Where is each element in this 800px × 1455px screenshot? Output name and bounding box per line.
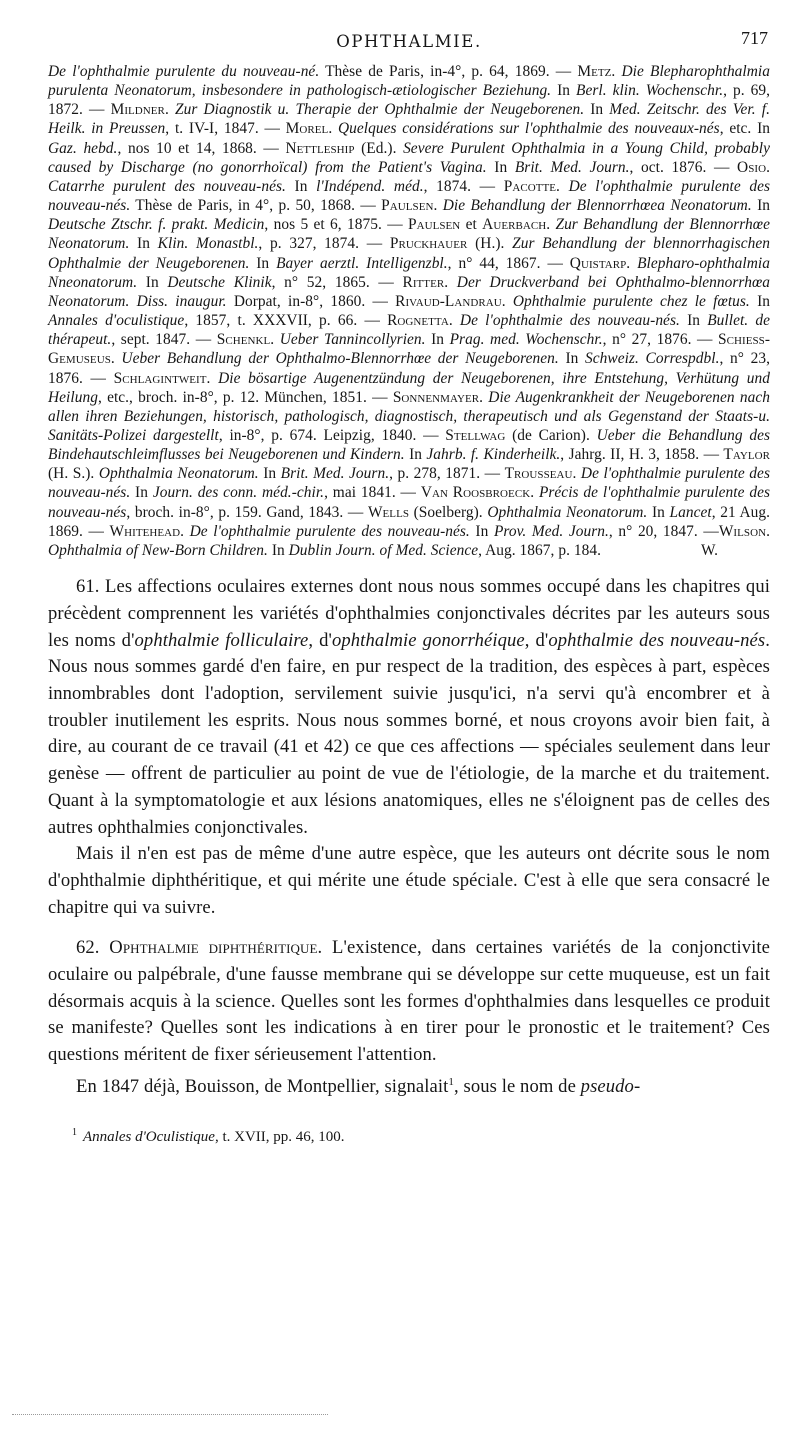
bibliography-author-name: Quistarp — [569, 254, 627, 272]
bibliography-text: . — [572, 465, 581, 483]
bibliography-italic-text: Ueber die Behandlung des Bindehautschleimflusses bei Neugeborenen und Kindern. — [48, 426, 771, 464]
bibliography-text: . — [766, 522, 770, 540]
bibliography-italic-text: Catarrhe purulent des nouveau-nés. — [48, 177, 286, 195]
bibliography-italic-text: Ophthalmia of New-Born Children. — [48, 541, 268, 559]
bibliography-author-name: Mildner — [110, 101, 165, 119]
paragraph-62b-text: En 1847 déjà, Bouisson, de Montpellier, signalait — [76, 1076, 449, 1098]
bibliography-italic-text: Blepharo-ophthalmia Nneonatorum. — [48, 254, 770, 291]
paragraph-61-text: , d' — [524, 629, 549, 651]
bibliography-text: et — [460, 216, 483, 234]
bibliography-text: , 1857, t. XXXVII, p. 66. — — [184, 312, 388, 330]
bibliography-italic-text: Ophthalmia Neonatorum. — [98, 465, 259, 483]
bibliography-text: . — [444, 273, 457, 291]
paragraph-61-text: 61. Les affections oculaires externes dont nous nous sommes occupé dans les chapitres qui précèdent comprennent les variétés d'ophthalmies conjonctivales décrites par les auteurs sous les noms d' — [48, 576, 770, 651]
bibliography-text: (Soelberg). — [409, 503, 488, 521]
bibliography-text: In — [285, 177, 317, 195]
bibliography-author-name: Morel — [285, 120, 329, 138]
bibliography-text: In — [558, 350, 586, 368]
bibliography-author-name: Paulsen — [407, 216, 461, 234]
bibliography-signature: W. — [700, 542, 718, 560]
bibliography-author-name: Pacotte — [503, 177, 557, 195]
paragraph-61-text: , d' — [308, 629, 332, 651]
bottom-dotted-rule — [12, 1414, 328, 1415]
bibliography-text: In — [249, 254, 277, 272]
bibliography-text: , p. 69, 1872. — — [48, 82, 770, 119]
bibliography-text: . — [180, 522, 190, 540]
bibliography-italic-text: De l'ophthalmie purulente des nouveau-nés. — [48, 177, 771, 215]
paragraph-62b-text: , sous le nom de — [453, 1076, 581, 1098]
bibliography-text: , Jahrg. II, H. 3, 1858. — — [560, 446, 724, 464]
bibliography-text: , etc., broch. in-8°, p. 12. München, 1851. — — [97, 388, 393, 406]
bibliography-italic-text: Dublin Journ. of Med. Science — [288, 541, 479, 559]
page-number: 717 — [741, 28, 768, 48]
bibliography-text: . — [110, 350, 122, 368]
bibliography-italic-text: De l'ophthalmie purulente des nouveau-nés. — [48, 465, 770, 502]
bibliography-italic-text: Brit. Med. Journ. — [280, 465, 390, 483]
bibliography-text: , Aug. 1867, p. 184. — [478, 541, 602, 559]
bibliography-author-name: Van Roosbroeck — [420, 484, 531, 502]
bibliography-italic-text: Bayer aerztl. Intelligenzbl. — [276, 254, 448, 272]
paragraph-61-italic-text: ophthalmie gonorrhéique — [331, 629, 525, 651]
bibliography-author-name: Ritter — [402, 273, 445, 291]
bibliography-italic-text: Deutsche Klinik — [167, 273, 272, 291]
bibliography-author-name: Osio — [737, 158, 767, 176]
bibliography-italic-text: Schweiz. Correspdbl. — [585, 350, 720, 368]
bibliography-italic-text: Annales d'oculistique — [48, 312, 185, 330]
bibliography-italic-text: Gaz. hebd. — [48, 139, 118, 157]
bibliography-text: , n° 20, 1847. — — [608, 522, 719, 540]
bibliography-italic-text: Die bösartige Augenentzündung der Neugeborenen, ihre Entstehung, Verhütung und Heilung — [48, 369, 770, 406]
bibliography-author-name: Stellwag — [445, 426, 506, 444]
bibliography-text: , p. 327, 1874. — — [258, 235, 390, 253]
footnote — [48, 1123, 770, 1147]
bibliography-text: , n° 27, 1876. — — [602, 331, 719, 349]
paragraph-61-italic-text: ophthalmie folliculaire — [134, 629, 309, 651]
bibliography-text: In — [584, 101, 610, 119]
bibliography-italic-text: Zur Diagnostik u. Therapie der Ophthalmie der Neugeborenen. — [174, 101, 585, 119]
bibliography-text: . — [546, 216, 556, 234]
bibliography-italic-text: Prag. med. Wochenschr. — [449, 331, 603, 349]
bibliography-italic-text: Quelques considérations sur l'ophthalmie des nouveaux-nés — [337, 120, 720, 138]
bibliography-text: . — [206, 369, 219, 387]
bibliography-italic-text: Severe Purulent Ophthalmia in a Young Child, probably caused by Discharge (no gonorrhoïcal) from the Patient's Vagina. — [48, 139, 770, 176]
bibliography-italic-text: Précis de l'ophthalmie purulente des nouveau-nés — [48, 484, 770, 521]
bibliography-text: , etc. In — [719, 120, 770, 138]
bibliography-author-name: Paulsen — [381, 197, 434, 215]
paragraph-61 — [48, 574, 770, 841]
bibliography-text: , nos 10 et 14, 1868. — — [117, 139, 286, 157]
bibliography-text: . — [501, 292, 513, 310]
section-text: L'existence, dans certaines variétés de la conjonctivite oculaire ou palpébrale, d'une fausse membrane qui se développe sur cette muqueuse, est un fait désormais acquis à la science. Quelles sont les formes d'ophthalmies dans lesquelles ce produit se manifeste? Quelles sont les indications à en tirer pour le pronostic et le traitement? Ces questions méritent de fixer sérieusement l'attention. — [48, 937, 771, 1066]
bibliography-author-name: Trousseau — [504, 465, 573, 483]
bibliography-text: . — [766, 158, 770, 176]
bibliography-author-name: Schenkl — [216, 331, 271, 349]
bibliography-block — [48, 62, 770, 560]
bibliography-text: (de Carion). — [505, 426, 597, 444]
bibliography-text: . — [556, 177, 569, 195]
bibliography-author-name: Rognetta — [387, 312, 449, 330]
bibliography-text: . — [530, 484, 539, 502]
bibliography-italic-text: Klin. Monastbl. — [157, 235, 259, 253]
bibliography-author-name: Schlagintweit — [113, 369, 207, 387]
bibliography-text: In — [679, 312, 708, 330]
bibliography-italic-text: Die Blepharophthalmia purulenta Neonatorum, insbesondere in pathologisch-ætiologischer Beziehung. — [48, 63, 770, 100]
bibliography-text: . — [448, 312, 460, 330]
bibliography-text: In — [137, 273, 168, 291]
paragraph-62-continuation — [48, 1069, 770, 1101]
bibliography-author-name: Metz — [577, 63, 612, 80]
bibliography-text: , in-8°, p. 674. Leipzig, 1840. — — [218, 426, 446, 444]
bibliography-text: , 1874. — — [423, 177, 504, 195]
bibliography-text: Dorpat, in-8°, 1860. — — [226, 292, 396, 310]
bibliography-italic-text: Journ. des conn. méd.-chir. — [152, 484, 325, 502]
paragraph-61-continuation: Mais il n'en est pas de même d'une autre espèce, que les auteurs ont décrite sous le nom d'ophthalmie diphthéritique, et qui mérite une étude spéciale. C'est à elle que sera consacré le chapitre qui va suivre. — [48, 843, 770, 918]
bibliography-author-name: Wilson — [718, 522, 767, 540]
bibliography-text: In — [404, 446, 427, 464]
bibliography-text: , n° 44, 1867. — — [447, 254, 570, 272]
bibliography-text: (Ed.). — [354, 139, 404, 157]
bibliography-italic-text: Med. Zeitschr. des Ver. f. Heilk. in Preussen — [48, 101, 770, 138]
bibliography-author-name: Schiess-Gemuseus — [48, 331, 771, 368]
bibliography-text: In — [749, 292, 770, 310]
bibliography-text: . — [270, 331, 280, 349]
bibliography-author-name: Taylor — [723, 446, 770, 464]
bibliography-text: . — [164, 101, 175, 119]
section-number: 62. — [76, 937, 100, 959]
bibliography-text: Thèse de Paris, in 4°, p. 50, 1868. — — [130, 197, 382, 215]
running-header — [48, 26, 770, 62]
bibliography-text: , p. 278, 1871. — — [389, 465, 505, 483]
footnote-journal: Annales d'Oculistique — [83, 1128, 215, 1145]
bibliography-italic-text: Ophthalmia Neonatorum. — [487, 503, 648, 521]
bibliography-italic-text: Berl. klin. Wochenschr. — [576, 82, 724, 100]
bibliography-text: In — [425, 331, 450, 349]
bibliography-text: . — [611, 63, 622, 80]
paragraph-62b-italic-text: pseudo- — [580, 1076, 641, 1098]
paragraph-61-text: . Nous nous sommes gardé d'en faire, en pur respect de la tradition, des espèces à part, espèces innombrables dont l'adoption, servilement suivie jusqu'ici, n'a servi qu'à encombrer et à troubler inutilement les esprits. Nous nous sommes borné, et nous croyons avoir bien fait, à dire, au courant de ce travail (41 et 42) ce que ces affections — spéciales seulement dans leur genèse — offrent de particulier au point de vue de l'étiologie, de la marche et du traitement. Quant à la symptomatologie et aux lésions anatomiques, elles ne s'éloignent pas de celles des autres ophthalmies conjonctivales. — [48, 629, 770, 838]
bibliography-text: In — [551, 82, 576, 100]
bibliography-author-name: Sonnenmayer — [392, 388, 480, 406]
bibliography-italic-text: Lancet — [669, 503, 712, 521]
bibliography-author-name: Whitehead — [109, 522, 181, 540]
bibliography-italic-text: De l'ophthalmie des nouveau-nés. — [459, 312, 680, 330]
bibliography-italic-text: De l'ophthalmie purulente des nouveau-nés. — [189, 522, 470, 540]
bibliography-italic-text: Prov. Med. Journ. — [493, 522, 609, 540]
body-text — [48, 574, 770, 1101]
bibliography-italic-text: Jahrb. f. Kinderheilk. — [426, 446, 561, 464]
bibliography-text: . — [479, 388, 489, 406]
bibliography-italic-text: De l'ophthalmie purulente du nouveau-né. — [48, 63, 320, 80]
bibliography-text: , nos 5 et 6, 1875. — — [264, 216, 408, 234]
bibliography-text: , mai 1841. — — [324, 484, 421, 502]
bibliography-text: (H.). — [467, 235, 513, 253]
bibliography-italic-text: Deutsche Ztschr. f. prakt. Medicin — [48, 216, 265, 234]
footnote-marker: 1 — [72, 1126, 77, 1138]
bibliography-text: , 21 Aug. 1869. — — [48, 503, 771, 540]
paragraph-61-italic-text: ophthalmie des nouveau-nés — [548, 629, 766, 651]
bibliography-text: In — [267, 541, 289, 559]
bibliography-text: . — [433, 197, 443, 215]
bibliography-text: In — [130, 484, 153, 502]
section-heading: Ophthalmie diphthéritique. — [109, 937, 323, 959]
bibliography-author-name: Auerbach — [482, 216, 547, 234]
bibliography-author-name: Rivaud-Landrau — [395, 292, 502, 310]
bibliography-text: In — [486, 158, 515, 176]
bibliography-text: , n° 52, 1865. — — [271, 273, 403, 291]
bibliography-italic-text: Ophthalmie purulente chez le fœtus. — [512, 292, 750, 310]
bibliography-italic-text: Brit. Med. Journ. — [514, 158, 630, 176]
bibliography-italic-text: Die Augenkrankheit der Neugeborenen nach allen ihren Beziehungen, historisch, pathologisch, diagnostisch, therapeutisch und als Gegenstand der Staats-u. Sanitäts-Polizei dargestellt — [48, 388, 771, 444]
page — [48, 26, 770, 1147]
paragraph-62 — [48, 935, 770, 1069]
bibliography-text: , oct. 1876. — — [629, 158, 738, 176]
bibliography-italic-text: Bullet. de thérapeut. — [48, 312, 770, 349]
bibliography-text: Thèse de Paris, in-4°, p. 64, 1869. — — [319, 63, 578, 80]
bibliography-italic-text: Ueber Tannincollyrien. — [279, 331, 426, 349]
bibliography-text: In — [129, 235, 158, 253]
bibliography-text: . — [626, 254, 638, 272]
bibliography-italic-text: Zur Behandlung der blennorrhagischen Ophthalmie der Neugeborenen. — [48, 235, 770, 272]
bibliography-italic-text: Die Behandlung der Blennorrhœea Neonatorum. — [442, 197, 752, 215]
bibliography-text: , t. IV-I, 1847. — — [165, 120, 286, 138]
bibliography-text: In — [647, 503, 670, 521]
bibliography-author-name: Nettleship — [285, 139, 355, 157]
bibliography-text: , sept. 1847. — — [111, 331, 217, 349]
footnote-reference: , t. XVII, pp. 46, 100. — [214, 1128, 345, 1145]
bibliography-text: In — [469, 522, 494, 540]
bibliography-italic-text: l'Indépend. méd. — [316, 177, 424, 195]
bibliography-text: , n° 23, 1876. — — [48, 350, 771, 387]
running-title: OPHTHALMIE. — [336, 32, 482, 51]
bibliography-text: (H. S.). — [48, 465, 99, 483]
paragraph-62b-footnote-ref: 1 — [448, 1075, 454, 1088]
bibliography-text: , broch. in-8°, p. 159. Gand, 1843. — — [126, 503, 368, 521]
bibliography-italic-text: Zur Behandlung der Blennorrhœe Neonatorum. — [48, 216, 770, 253]
bibliography-text: In — [258, 465, 281, 483]
bibliography-text: . — [328, 120, 338, 138]
bibliography-text: In — [751, 197, 770, 215]
bibliography-author-name: Wells — [367, 503, 410, 521]
bibliography-italic-text: Ueber Behandlung der Ophthalmo-Blennorrhœe der Neugeborenen. — [121, 350, 559, 368]
bibliography-author-name: Pruckhauer — [389, 235, 468, 253]
bibliography-italic-text: Der Druckverband bei Ophthalmo-blennorrhœa Neonatorum. Diss. inaugur. — [48, 273, 771, 310]
